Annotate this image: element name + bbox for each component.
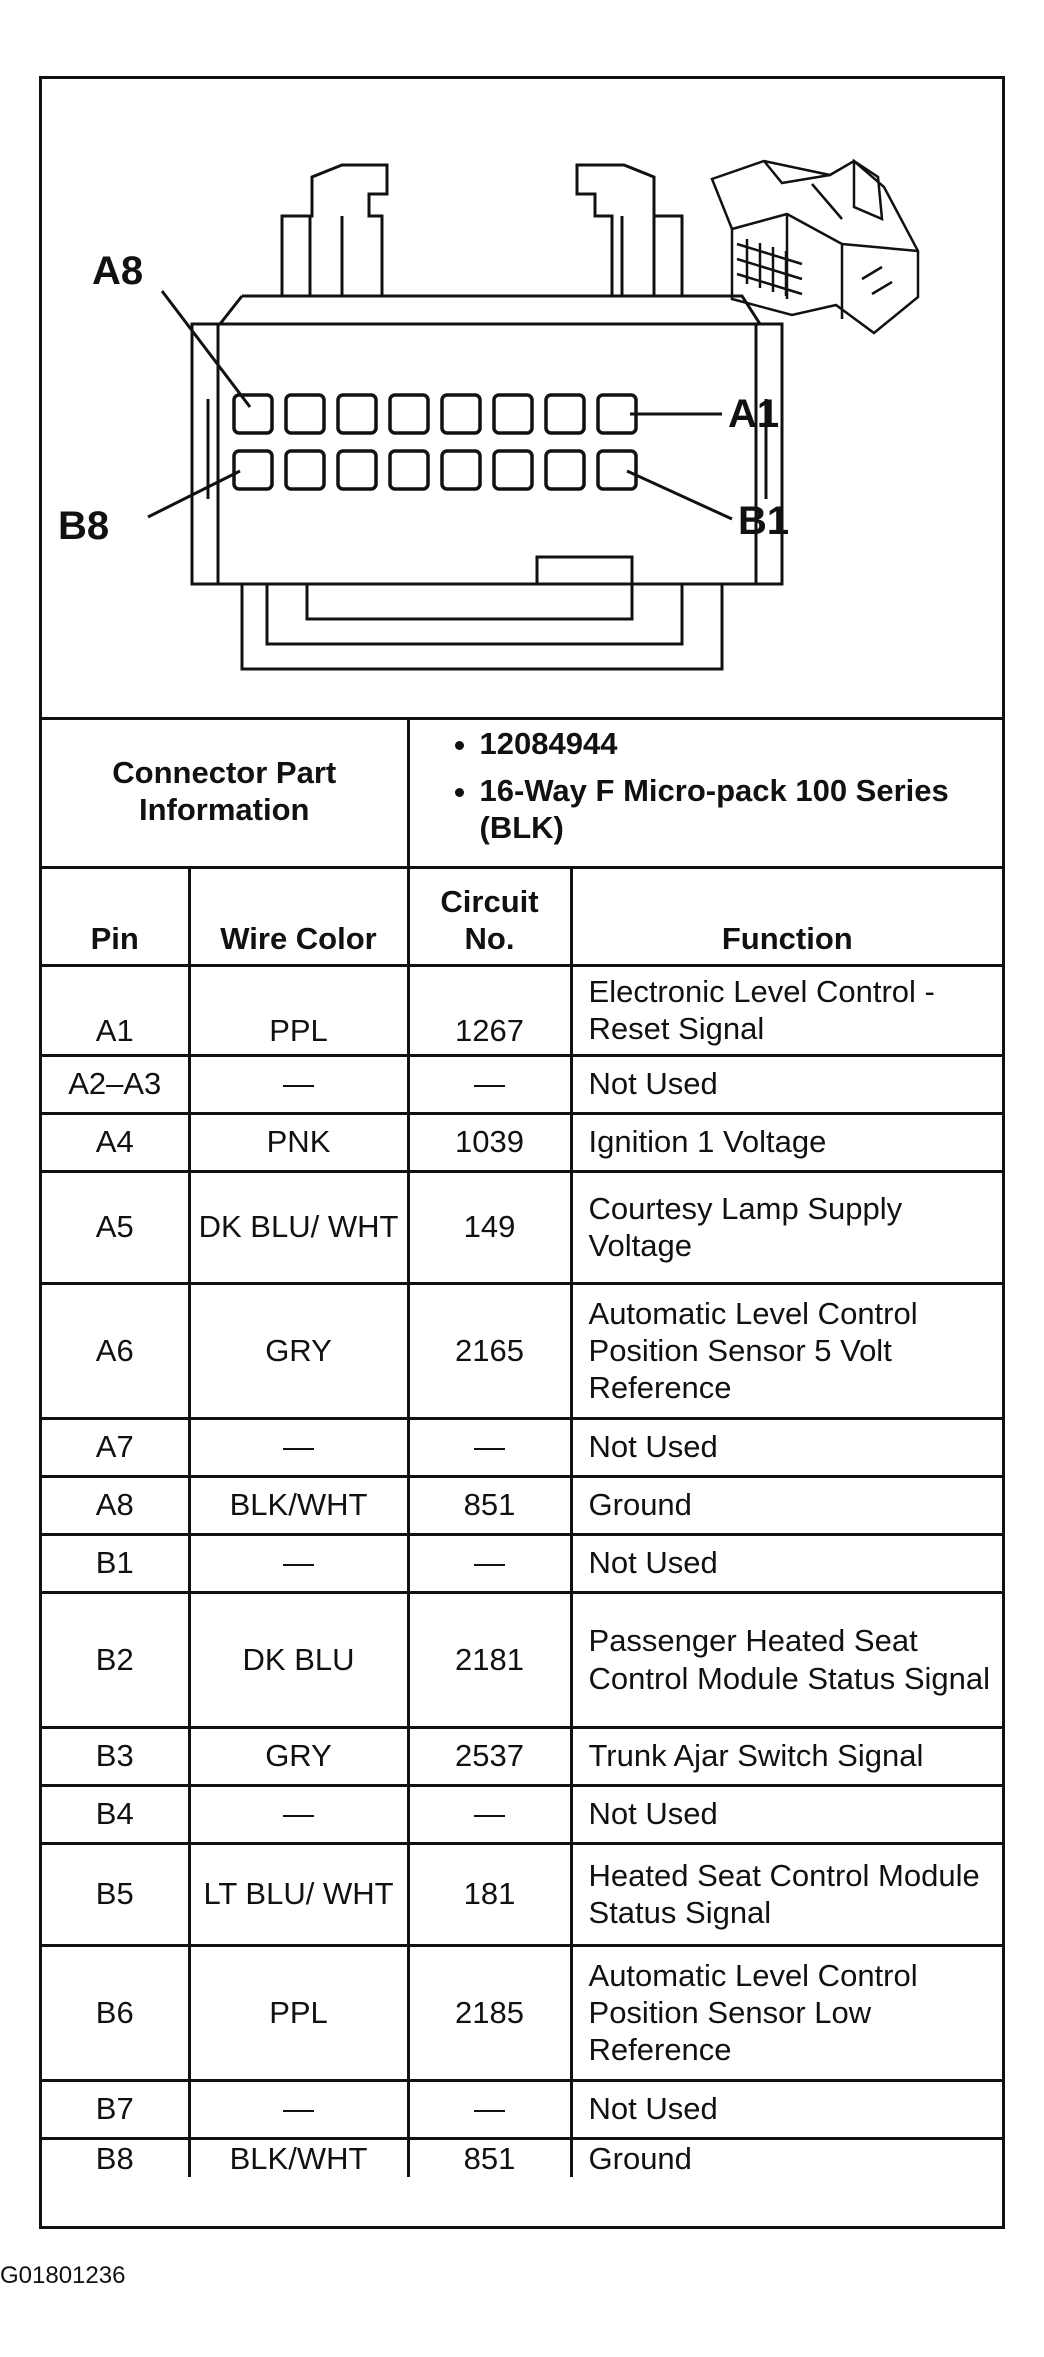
- circuit-cell: 1267: [408, 965, 571, 1055]
- circuit-cell: —: [408, 1055, 571, 1113]
- connector-info-list: [408, 717, 1002, 867]
- connector-sheet: [39, 76, 1005, 2229]
- pin-cell: B4: [42, 1785, 189, 1843]
- function-cell: Automatic Level Control Position Sensor Low Reference: [571, 1945, 1002, 2080]
- connector-description: • 16-Way F Micro-pack 100 Series (BLK): [480, 772, 997, 846]
- wire-color-cell: GRY: [189, 1727, 408, 1785]
- pin-cell: A5: [42, 1171, 189, 1283]
- pin-cell: A1: [42, 965, 189, 1055]
- pin-cell: B2: [42, 1592, 189, 1727]
- table-row: [42, 1283, 1002, 1418]
- header-function: Function: [571, 867, 1002, 965]
- circuit-cell: 2165: [408, 1283, 571, 1418]
- pin-cell: A6: [42, 1283, 189, 1418]
- table-row: [42, 2138, 1002, 2177]
- table-row: [42, 2080, 1002, 2138]
- function-cell: Not Used: [571, 1055, 1002, 1113]
- wire-color-cell: DK BLU/ WHT: [189, 1171, 408, 1283]
- function-cell: Courtesy Lamp Supply Voltage: [571, 1171, 1002, 1283]
- header-pin: Pin: [42, 867, 189, 965]
- label-b1: B1: [738, 499, 790, 543]
- connector-diagram: [42, 79, 1002, 720]
- table-row: [42, 1592, 1002, 1727]
- label-a8: A8: [92, 249, 144, 293]
- wire-color-cell: PPL: [189, 965, 408, 1055]
- pin-cell: A8: [42, 1476, 189, 1534]
- wire-color-cell: DK BLU: [189, 1592, 408, 1727]
- connector-isometric-view: [712, 161, 918, 333]
- table-row: [42, 1171, 1002, 1283]
- pin-cell: B3: [42, 1727, 189, 1785]
- label-b8: B8: [58, 504, 110, 548]
- connector-part-number: • 12084944: [480, 725, 997, 762]
- pin-cell: B1: [42, 1534, 189, 1592]
- label-a1: A1: [728, 392, 780, 436]
- pin-cell: B5: [42, 1843, 189, 1945]
- table-row: [42, 1727, 1002, 1785]
- circuit-cell: 2181: [408, 1592, 571, 1727]
- circuit-cell: —: [408, 2080, 571, 2138]
- wire-color-cell: —: [189, 2080, 408, 2138]
- function-cell: Electronic Level Control - Reset Signal: [571, 965, 1002, 1055]
- table-header-row: [42, 867, 1002, 965]
- wire-color-cell: PPL: [189, 1945, 408, 2080]
- header-wire-color: Wire Color: [189, 867, 408, 965]
- table-row: [42, 1843, 1002, 1945]
- connector-drawing: [42, 79, 1002, 720]
- function-cell: Trunk Ajar Switch Signal: [571, 1727, 1002, 1785]
- wire-color-cell: PNK: [189, 1113, 408, 1171]
- wire-color-cell: BLK/WHT: [189, 1476, 408, 1534]
- wire-color-cell: —: [189, 1055, 408, 1113]
- function-cell: Heated Seat Control Module Status Signal: [571, 1843, 1002, 1945]
- wire-color-cell: BLK/WHT: [189, 2138, 408, 2177]
- table-row: [42, 1785, 1002, 1843]
- figure-code: G01801236: [0, 2262, 126, 2289]
- table-row: [42, 1534, 1002, 1592]
- pin-cell: A4: [42, 1113, 189, 1171]
- function-cell: Automatic Level Control Position Sensor 5 Volt Reference: [571, 1283, 1002, 1418]
- pin-cell: B6: [42, 1945, 189, 2080]
- circuit-cell: 851: [408, 1476, 571, 1534]
- pin-cell: A2–A3: [42, 1055, 189, 1113]
- function-cell: Ignition 1 Voltage: [571, 1113, 1002, 1171]
- circuit-cell: 1039: [408, 1113, 571, 1171]
- pinout-table: [42, 717, 1002, 2177]
- pin-cell: B7: [42, 2080, 189, 2138]
- wire-color-cell: —: [189, 1418, 408, 1476]
- circuit-cell: 181: [408, 1843, 571, 1945]
- header-circuit: Circuit No.: [408, 867, 571, 965]
- table-row: [42, 1113, 1002, 1171]
- table-row: [42, 1945, 1002, 2080]
- circuit-cell: 2537: [408, 1727, 571, 1785]
- pin-cell: B8: [42, 2138, 189, 2177]
- wire-color-cell: —: [189, 1534, 408, 1592]
- function-cell: Ground: [571, 1476, 1002, 1534]
- function-cell: Not Used: [571, 1534, 1002, 1592]
- function-cell: Not Used: [571, 2080, 1002, 2138]
- table-row: [42, 965, 1002, 1055]
- pin-cell: A7: [42, 1418, 189, 1476]
- function-cell: Not Used: [571, 1785, 1002, 1843]
- circuit-cell: —: [408, 1534, 571, 1592]
- circuit-cell: 2185: [408, 1945, 571, 2080]
- circuit-cell: —: [408, 1418, 571, 1476]
- circuit-cell: 149: [408, 1171, 571, 1283]
- circuit-cell: —: [408, 1785, 571, 1843]
- function-cell: Not Used: [571, 1418, 1002, 1476]
- table-row: [42, 1418, 1002, 1476]
- table-row: [42, 1055, 1002, 1113]
- function-cell: Ground: [571, 2138, 1002, 2177]
- wire-color-cell: LT BLU/ WHT: [189, 1843, 408, 1945]
- wire-color-cell: GRY: [189, 1283, 408, 1418]
- wire-color-cell: —: [189, 1785, 408, 1843]
- table-row: [42, 1476, 1002, 1534]
- function-cell: Passenger Heated Seat Control Module Status Signal: [571, 1592, 1002, 1727]
- circuit-cell: 851: [408, 2138, 571, 2177]
- connector-info-row: [42, 717, 1002, 867]
- connector-info-label: Connector Part Information: [42, 717, 408, 867]
